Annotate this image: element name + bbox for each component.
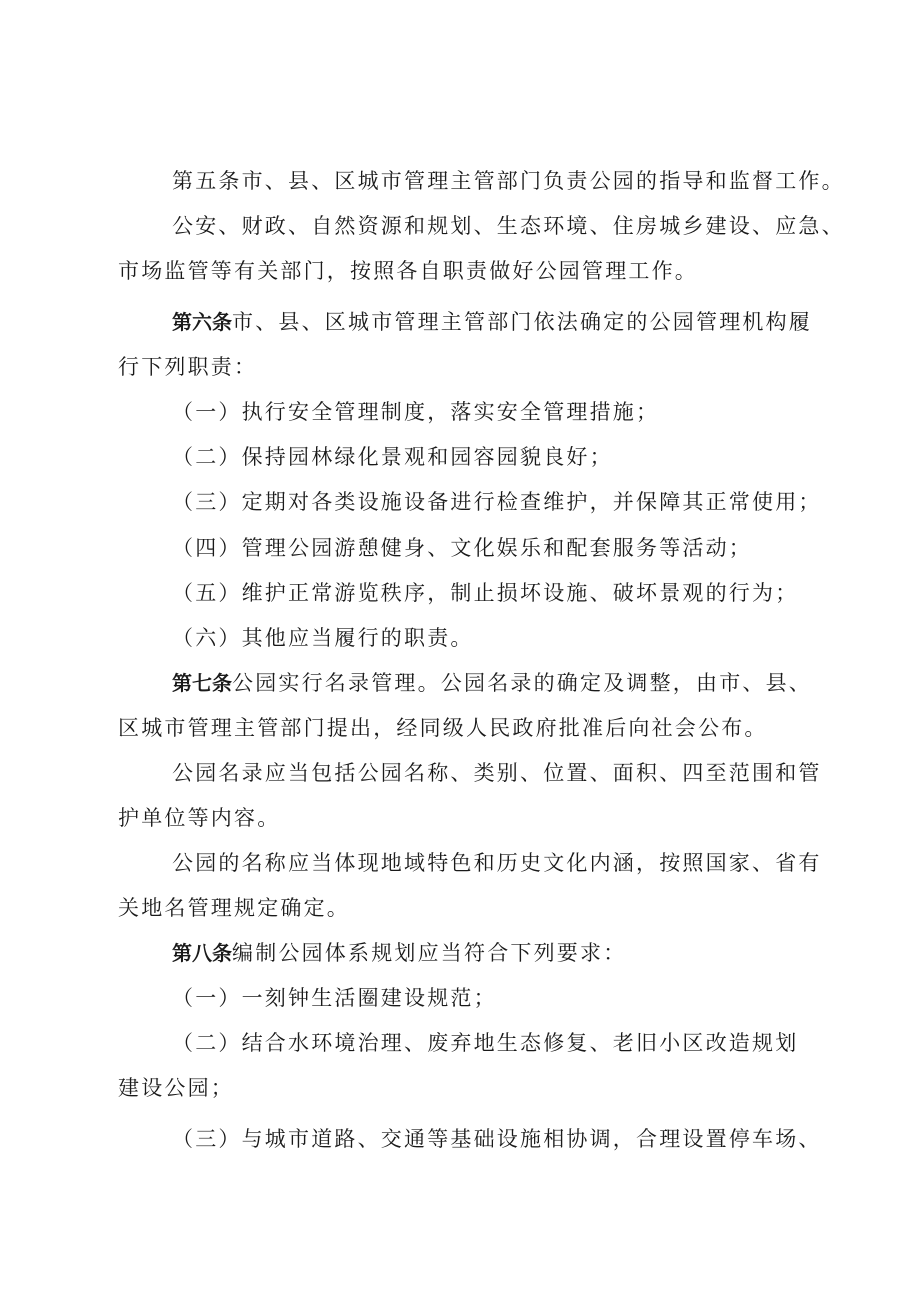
article-6-label: 第六条 (172, 310, 232, 334)
article-6-item-4: （四）管理公园游憩健身、文化娱乐和配套服务等活动； (172, 536, 752, 560)
article-6-item-3: （三）定期对各类设施设备进行检查维护，并保障其正常使用； (172, 490, 822, 514)
article-6-item-1: （一）执行安全管理制度，落实安全管理措施； (172, 400, 660, 424)
article-8-item-2-line-2: 建设公园； (118, 1076, 234, 1100)
article-6-item-5: （五）维护正常游览秩序，制止损坏设施、破坏景观的行为； (172, 581, 799, 605)
article-7-label: 第七条 (172, 671, 232, 695)
article-7-para-3-line-1: 公园的名称应当体现地域特色和历史文化内涵，按照国家、省有 (172, 851, 822, 875)
article-6-line-1 (172, 307, 812, 337)
article-5-para-2-line-2: 市场监管等有关部门，按照各自职责做好公园管理工作。 (118, 259, 698, 283)
article-8-item-2-line-1: （二）结合水环境治理、废弃地生态修复、老旧小区改造规划 (172, 1031, 799, 1055)
article-7-para-3-line-2: 关地名管理规定确定。 (118, 896, 350, 920)
article-6-item-6: （六）其他应当履行的职责。 (172, 626, 474, 650)
article-7-line-1 (172, 668, 812, 698)
article-5-para-2-line-1: 公安、财政、自然资源和规划、生态环境、住房城乡建设、应急、 (172, 214, 845, 238)
article-8-text: 编制公园体系规划应当符合下列要求： (232, 941, 627, 965)
article-8-line-1 (172, 938, 626, 968)
article-7-para-2-line-1: 公园名录应当包括公园名称、类别、位置、面积、四至范围和管 (172, 761, 822, 785)
article-6-text: 市、县、区城市管理主管部门依法确定的公园管理机构履 (232, 310, 812, 334)
article-8-label: 第八条 (172, 941, 232, 965)
article-8-item-3-line-1: （三）与城市道路、交通等基础设施相协调，合理设置停车场、 (172, 1127, 822, 1151)
article-7-line-2: 区城市管理主管部门提出，经同级人民政府批准后向社会公布。 (118, 716, 768, 740)
article-5-line-1: 第五条市、县、区城市管理主管部门负责公园的指导和监督工作。 (172, 169, 845, 193)
article-7-text: 公园实行名录管理。公园名录的确定及调整，由市、县、 (232, 671, 812, 695)
article-8-item-1: （一）一刻钟生活圈建设规范； (172, 986, 497, 1010)
article-6-line-2: 行下列职责： (118, 355, 258, 379)
article-7-para-2-line-2: 护单位等内容。 (118, 806, 281, 830)
article-6-item-2: （二）保持园林绿化景观和园容园貌良好； (172, 445, 613, 469)
